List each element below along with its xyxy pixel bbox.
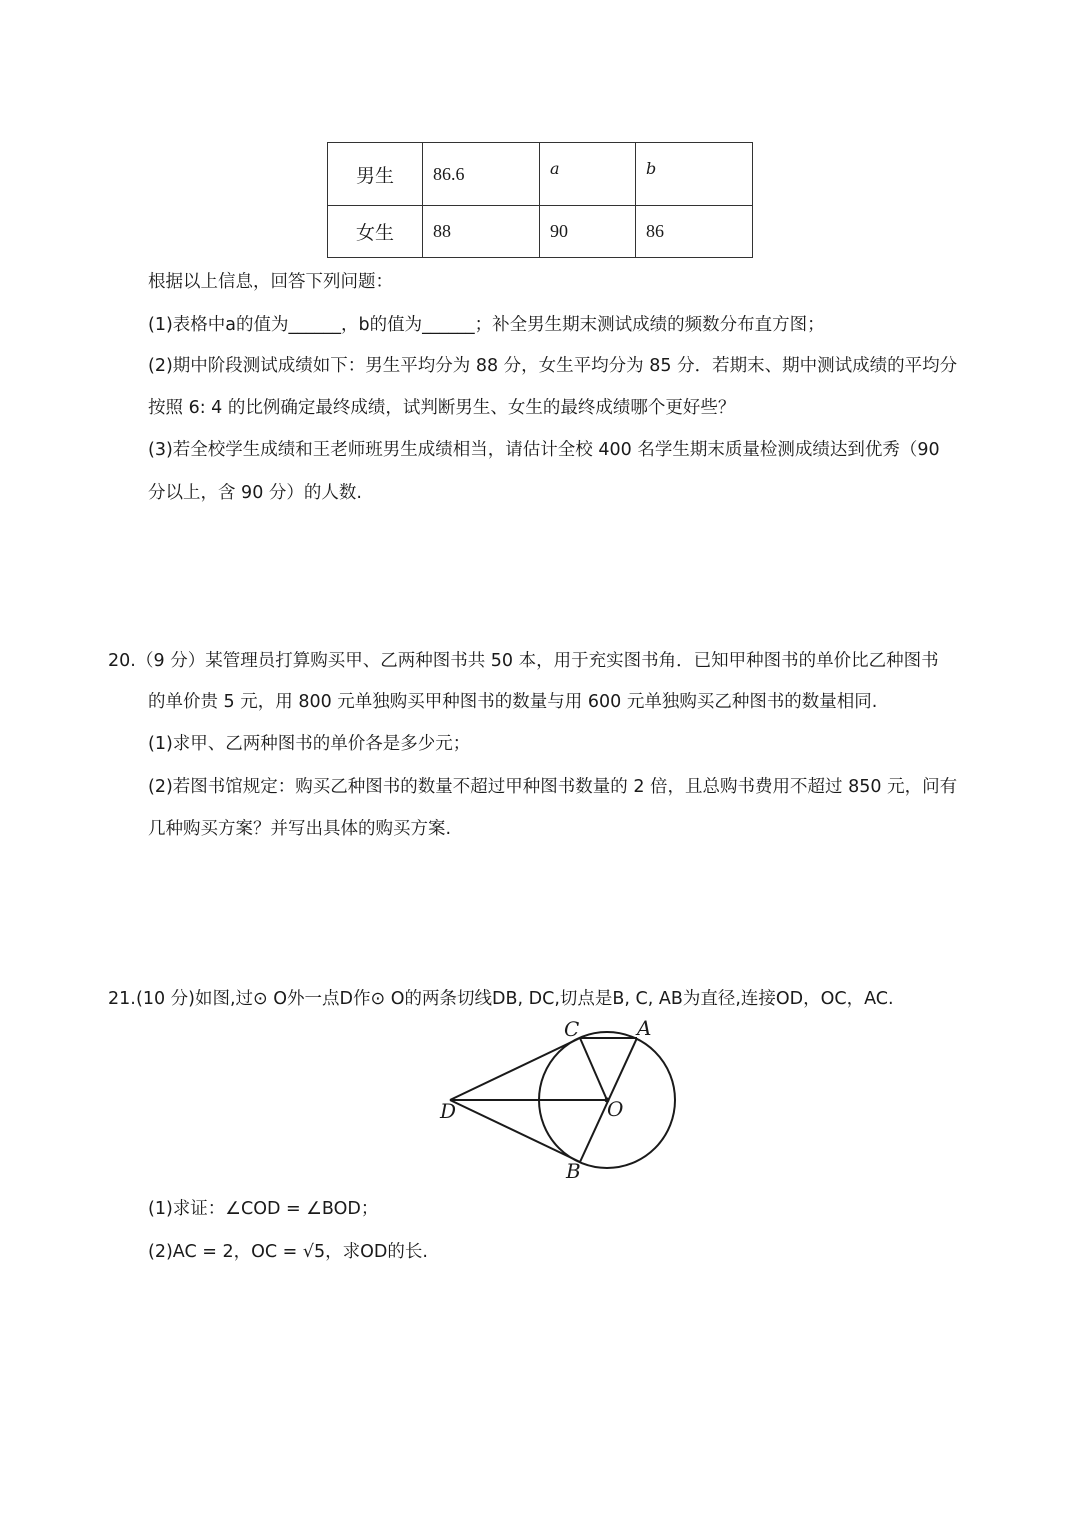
q20-part2-line2: 几种购买方案？并写出具体的购买方案. (148, 819, 452, 839)
table-cell: 88 (423, 206, 540, 258)
row-label: 男生 (328, 143, 423, 206)
circle-tangent-figure (430, 1014, 690, 1186)
tangent-db (450, 1100, 580, 1162)
q19-part2-line2: 按照 6: 4 的比例确定最终成绩，试判断男生、女生的最终成绩哪个更好些？ (148, 398, 736, 418)
q19-part3-line1: (3)若全校学生成绩和王老师班男生成绩相当，请估计全校 400 名学生期末质量检测成绩达到优秀（90 (148, 440, 940, 460)
q21-number: 21. (108, 989, 136, 1009)
q21-stem: (10 分)如图,过⊙ O外一点D作⊙ O的两条切线DB, DC,切点是B, C, AB为直径,连接OD，OC，AC. (136, 989, 894, 1009)
table-row (328, 143, 753, 206)
q20-part1: (1)求甲、乙两种图书的单价各是多少元； (148, 734, 471, 754)
label-o: O (607, 1097, 624, 1121)
table-cell: 86.6 (423, 143, 540, 206)
score-table (327, 142, 753, 258)
segment-oc (580, 1038, 607, 1100)
q19-part2-line1: (2)期中阶段测试成绩如下：男生平均分为 88 分，女生平均分为 85 分．若期末、期中测试成绩的平均分 (148, 356, 958, 376)
table-cell (636, 143, 753, 206)
table-cell: 90 (540, 206, 636, 258)
q20-stem-line2: 的单价贵 5 元，用 800 元单独购买甲种图书的数量与用 600 元单独购买乙种图书的数量相同. (148, 692, 878, 712)
table-cell: 86 (636, 206, 753, 258)
tangent-dc (450, 1038, 580, 1100)
variable-b: b (646, 158, 657, 178)
table-row (328, 206, 753, 258)
table-cell (540, 143, 636, 206)
q21-part1: (1)求证：∠COD = ∠BOD； (148, 1199, 379, 1219)
variable-a: a (550, 158, 560, 178)
q21-part2: (2)AC = 2，OC = √5，求OD的长. (148, 1242, 428, 1262)
q20-part2-line1: (2)若图书馆规定：购买乙种图书的数量不超过甲种图书数量的 2 倍，且总购书费用不超过 850 元，问有 (148, 777, 958, 797)
q20-number: 20. (108, 651, 136, 671)
label-b: B (566, 1159, 581, 1183)
q20-stem-line1: （9 分）某管理员打算购买甲、乙两种图书共 50 本，用于充实图书角．已知甲种图书的单价比乙种图书 (136, 651, 939, 671)
label-c: C (564, 1017, 580, 1041)
q19-intro: 根据以上信息，回答下列问题： (148, 272, 393, 292)
row-label: 女生 (328, 206, 423, 258)
label-d: D (440, 1099, 457, 1123)
q19-part3-line2: 分以上，含 90 分）的人数. (148, 483, 362, 503)
q19-part1: (1)表格中a的值为______，b的值为______；补全男生期末测试成绩的频数分布直方图； (148, 315, 825, 335)
label-a: A (637, 1016, 652, 1040)
